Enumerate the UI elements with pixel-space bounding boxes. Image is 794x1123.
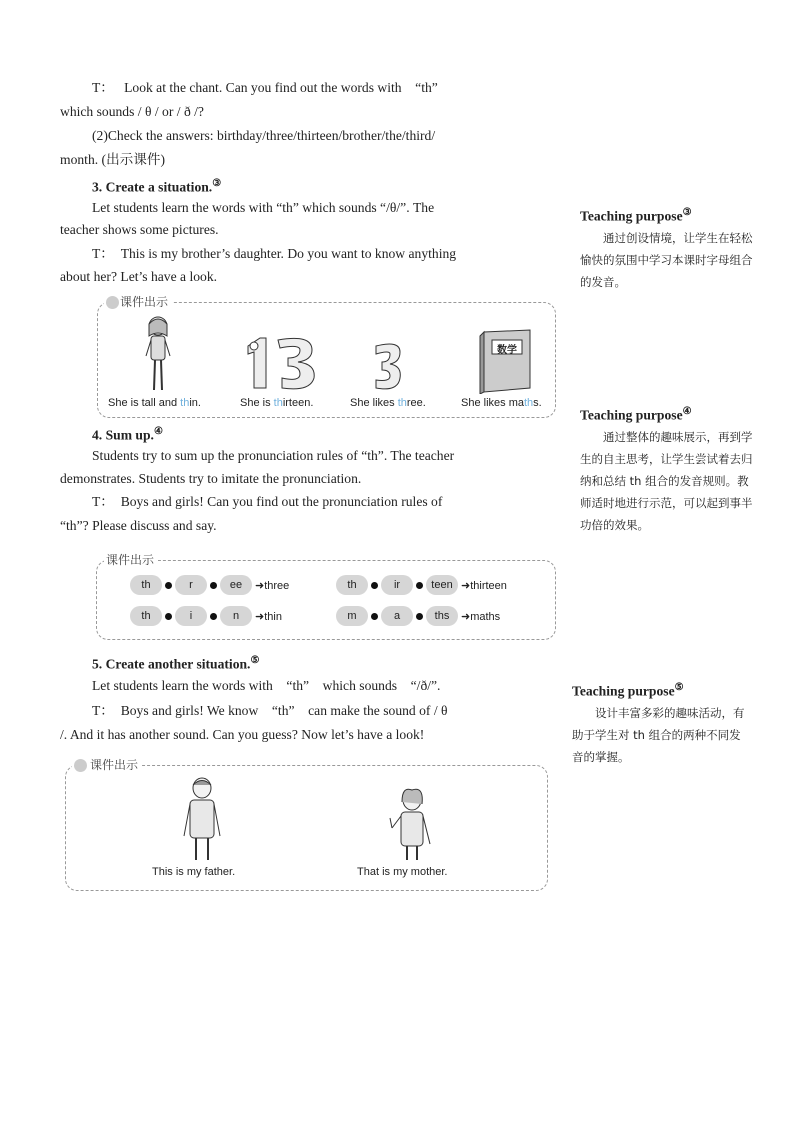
book-title: 数学 (497, 345, 517, 356)
letter-pill: ee (220, 575, 252, 595)
courseware-box-3 (65, 765, 548, 891)
caption-mother: That is my mother. (357, 866, 448, 878)
text-line: about her? Let’s have a look. (60, 269, 218, 284)
teaching-purpose-title-3: Teaching purpose③ (580, 207, 692, 224)
number-3-illustration (372, 340, 404, 392)
letter-pill: ths (426, 606, 458, 626)
letter-pill: n (220, 606, 252, 626)
text-line: month. (出示课件) (60, 152, 165, 167)
bullet (210, 613, 217, 620)
bullet (165, 582, 172, 589)
text-line: T： This is my brother’s daughter. Do you want to know anything (92, 246, 457, 261)
teaching-purpose-title-4: Teaching purpose④ (580, 406, 692, 423)
word-result: ➜three (255, 580, 290, 592)
teaching-purpose-text-3: 通过创设情境，让学生在轻松愉快的氛围中学习本课时字母组合的发音。 (580, 231, 753, 289)
bullet (416, 613, 423, 620)
letter-pill: m (336, 606, 368, 626)
text-line: “th”? Please discuss and say. (60, 518, 217, 533)
letter-pill: a (381, 606, 413, 626)
caption-maths: She likes maths. (461, 397, 542, 409)
number-13-illustration (242, 334, 320, 392)
box-label: 课件出示 (104, 295, 172, 309)
letter-pill: th (336, 575, 368, 595)
bullet (371, 582, 378, 589)
bullet (416, 582, 423, 589)
bullet (210, 582, 217, 589)
word-result: ➜thirteen (461, 580, 507, 592)
text-line: which sounds / θ / or / ð /? (60, 104, 204, 119)
father-illustration (180, 776, 224, 862)
word-result: ➜thin (255, 611, 282, 623)
caption-thin: She is tall and thin. (108, 397, 201, 409)
bullet (165, 613, 172, 620)
maths-book-illustration (478, 328, 534, 394)
caption-three: She likes three. (350, 397, 426, 409)
teaching-purpose-title-5: Teaching purpose⑤ (572, 682, 684, 699)
text-line: T： Boys and girls! Can you find out the pronunciation rules of (92, 494, 443, 509)
text-line: T： Boys and girls! We know “th” can make the sound of / θ (92, 703, 448, 718)
box-label: 课件出示 (104, 553, 158, 567)
text-line: demonstrates. Students try to imitate the pronunciation. (60, 471, 362, 486)
section-heading-3: 3. Create a situation.③ (92, 178, 222, 195)
text-line: T： Look at the chant. Can you find out the words with “th” (92, 80, 438, 95)
section-heading-5: 5. Create another situation.⑤ (92, 655, 260, 672)
letter-pill: ir (381, 575, 413, 595)
mother-illustration (388, 788, 434, 862)
text-line: teacher shows some pictures. (60, 222, 219, 237)
letter-pill: r (175, 575, 207, 595)
text-line: /. And it has another sound. Can you guess? Now let’s have a look! (60, 727, 425, 742)
text-line: (2)Check the answers: birthday/three/thirteen/brother/the/third/ (92, 128, 436, 143)
box-label: 课件出示 (72, 758, 142, 772)
text-line: Let students learn the words with “th” which sounds “/θ/”. The (92, 200, 435, 215)
text-line: Students try to sum up the pronunciation rules of “th”. The teacher (92, 448, 455, 463)
teaching-purpose-text-5: 设计丰富多彩的趣味活动，有助于学生对 th 组合的两种不同发音的掌握。 (572, 706, 745, 764)
word-result: ➜maths (461, 611, 501, 623)
letter-pill: th (130, 575, 162, 595)
letter-pill: i (175, 606, 207, 626)
letter-pill: teen (426, 575, 458, 595)
letter-pill: th (130, 606, 162, 626)
bullet (371, 613, 378, 620)
courseware-box-2 (96, 560, 556, 640)
text-line: Let students learn the words with “th” which sounds “/ð/”. (92, 678, 441, 693)
caption-father: This is my father. (152, 866, 236, 878)
caption-thirteen: She is thirteen. (240, 397, 314, 409)
section-heading-4: 4. Sum up.④ (92, 426, 163, 443)
girl-illustration (138, 316, 178, 394)
teaching-purpose-text-4: 通过整体的趣味展示，再到学生的自主思考，让学生尝试着去归纳和总结 th 组合的发音规则。教师适时地进行示范，可以起到事半功倍的效果。 (580, 430, 753, 532)
